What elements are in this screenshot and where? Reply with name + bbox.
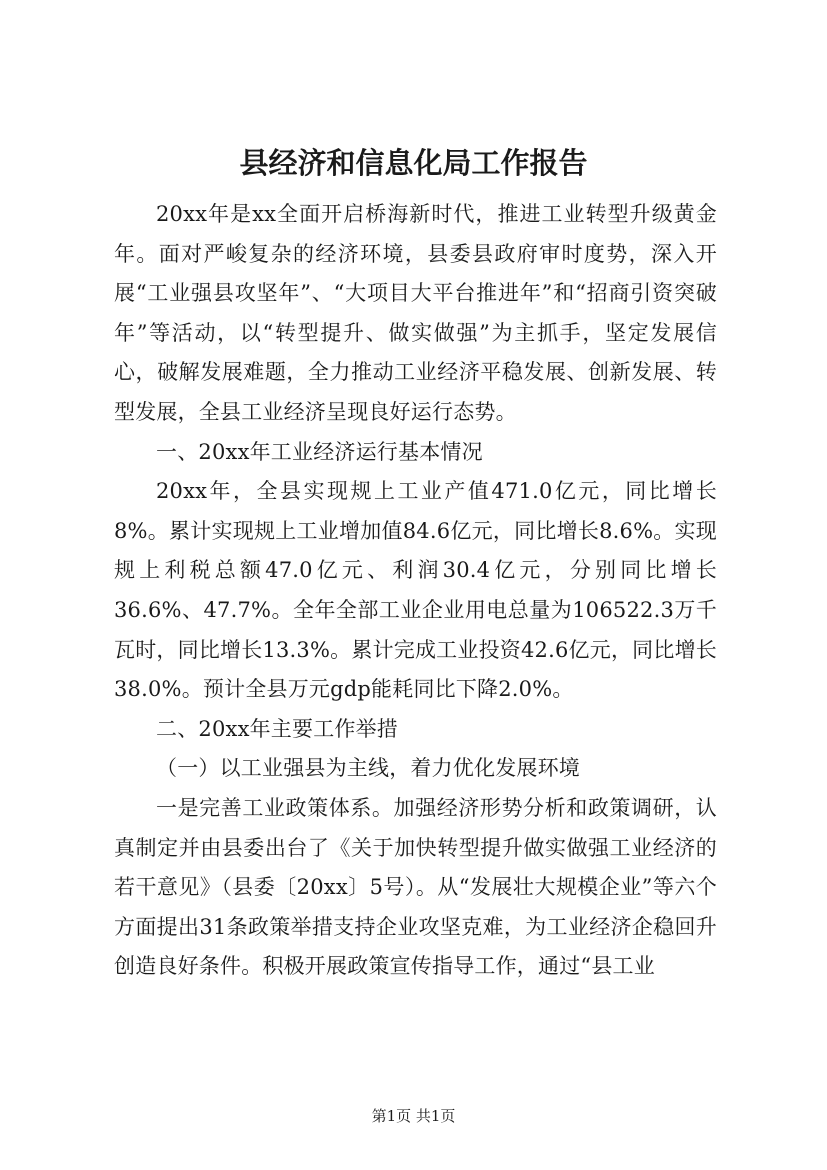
document-title: 县经济和信息化局工作报告 <box>239 146 588 180</box>
paragraph-statistics: 20xx年，全县实现规上工业产值471.0亿元，同比增长8%。累计实现规上工业增加值84.6亿元，同比增长8.6%。实现规上利税总额47.0亿元、利润30.4亿元，分别同比增长36.6%、47.7%。全年全部工业企业用电总量为106522.3万千瓦时，同比增长13.3%。累计完成工业投资42.6亿元，同比增长38.0%。预计全县万元gdp能耗同比下降2.0%。 <box>114 479 717 702</box>
paragraph-policy: 一是完善工业政策体系。加强经济形势分析和政策调研，认真制定并由县委出台了《关于加快转型提升做实做强工业经济的若干意见》（县委〔20xx〕5号）。从“发展壮大规模企业”等六个方面提出31条政策举措支持企业攻坚克难，为工业经济企稳回升创造良好条件。积极开展政策宣传指导工作，通过“县工业 <box>114 795 717 979</box>
section-heading-2: 二、20xx年主要工作举措 <box>156 716 399 741</box>
subsection-heading-1: （一）以工业强县为主线，着力优化发展环境 <box>156 756 580 781</box>
document-body <box>114 195 717 987</box>
section-heading-1: 一、20xx年工业经济运行基本情况 <box>156 439 483 464</box>
paragraph-intro: 20xx年是xx全面开启桥海新时代，推进工业转型升级黄金年。面对严峻复杂的经济环境，县委县政府审时度势，深入开展“工业强县攻坚年”、“大项目大平台推进年”和“招商引资突破年”等活动，以“转型提升、做实做强”为主抓手，坚定发展信心，破解发展难题，全力推动工业经济平稳发展、创新发展、转型发展，全县工业经济呈现良好运行态势。 <box>114 202 717 424</box>
page-footer: 第1页 共1页 <box>371 1107 456 1125</box>
